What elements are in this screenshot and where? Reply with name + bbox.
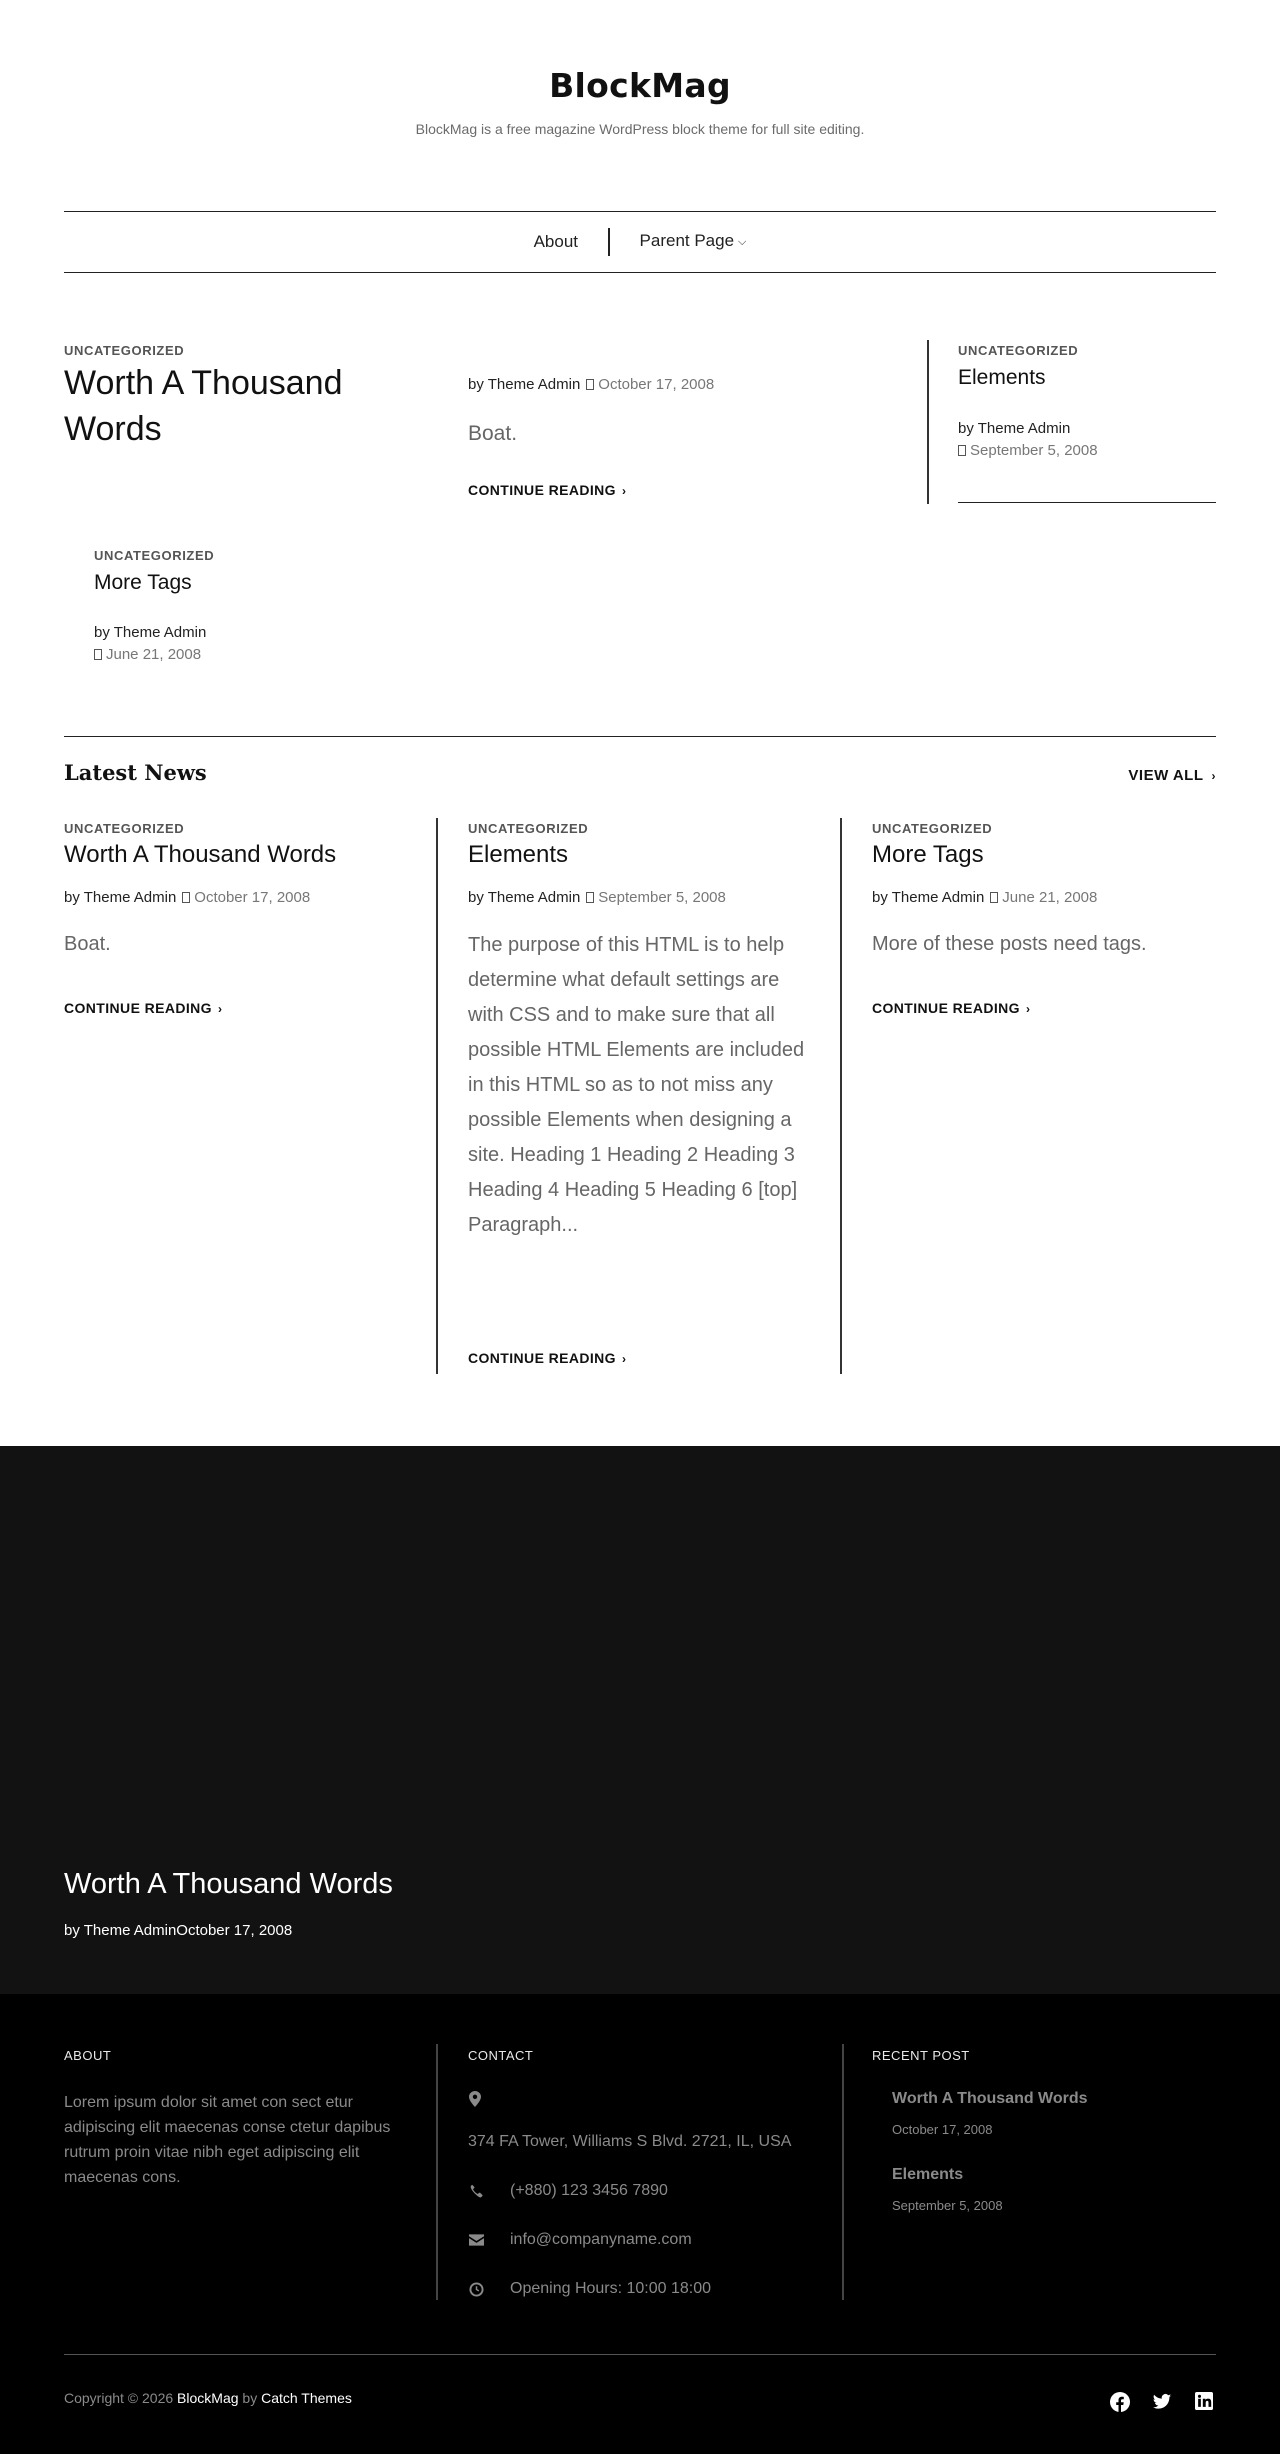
post-date: October 17, 2008 (598, 376, 715, 393)
post-meta (468, 376, 714, 393)
continue-reading-link[interactable] (468, 482, 626, 498)
chevron-right-icon: › (621, 1352, 627, 1366)
column-divider (842, 2044, 844, 2300)
recent-post-title[interactable]: Elements (892, 2166, 964, 2183)
continue-reading-label: CONTINUE READING (64, 1000, 212, 1016)
copyright-author-link[interactable]: Catch Themes (261, 2390, 352, 2406)
post-category[interactable]: UNCATEGORIZED (958, 343, 1079, 358)
linkedin-icon[interactable] (1195, 2392, 1217, 2414)
post-excerpt: The purpose of this HTML is to help determine what default settings are with CSS and to make sure that all possible HTML Elements are included in this HTML so as to not miss any possible Elements when designing a site. Heading 1 Heading 2 Heading 3 Heading 4 Heading 5 Heading 6 [top] Paragraph... (468, 934, 805, 1236)
post-category[interactable]: UNCATEGORIZED (468, 821, 589, 836)
copyright-brand-link[interactable]: BlockMag (177, 2390, 239, 2406)
calendar-icon (586, 892, 594, 903)
post-date: June 21, 2008 (1002, 889, 1098, 906)
facebook-icon[interactable] (1110, 2392, 1132, 2414)
chevron-right-icon: › (621, 484, 627, 498)
section-divider (64, 736, 1216, 737)
continue-reading-label: CONTINUE READING (872, 1000, 1020, 1016)
footer-about-text: Lorem ipsum dolor sit amet con sect etur adipiscing elit maecenas conse ctetur dapibus rutrum proin vitae nibh eget adipiscing elit maecenas cons. (64, 2094, 391, 2186)
calendar-icon (94, 649, 102, 660)
post-meta (872, 889, 1097, 906)
recent-post-title[interactable]: Worth A Thousand Words (892, 2090, 1088, 2107)
post-category[interactable]: UNCATEGORIZED (64, 821, 185, 836)
chevron-right-icon: › (1211, 769, 1216, 783)
clock-icon (469, 2282, 484, 2297)
column-divider (436, 2044, 438, 2300)
post-title[interactable]: More Tags (94, 571, 192, 594)
hero-title[interactable]: Worth A Thousand Words (64, 1868, 393, 1900)
view-all-link[interactable] (1128, 767, 1216, 784)
column-divider (840, 818, 842, 1374)
chevron-right-icon: › (217, 1002, 223, 1016)
phone-icon (469, 2184, 483, 2198)
hero-banner (0, 1446, 1280, 1994)
copyright-by: by (242, 2390, 258, 2406)
post-date: June 21, 2008 (106, 646, 202, 663)
post-title[interactable]: Worth A Thousand Words (64, 364, 343, 448)
post-meta (468, 889, 726, 906)
continue-reading-link[interactable] (468, 1350, 626, 1366)
post-excerpt: Boat. (468, 422, 518, 445)
continue-reading-link[interactable] (872, 1000, 1030, 1016)
post-excerpt: More of these posts need tags. (872, 933, 1147, 955)
footer-phone: (+880) 123 3456 7890 (510, 2182, 668, 2199)
post-category[interactable]: UNCATEGORIZED (64, 343, 185, 358)
copyright (64, 2390, 352, 2406)
nav-item-parent-page[interactable] (610, 227, 777, 257)
post-author[interactable]: by Theme Admin (94, 624, 207, 641)
post-meta (64, 889, 310, 906)
chevron-right-icon: › (1025, 1002, 1031, 1016)
continue-reading-label: CONTINUE READING (468, 1350, 616, 1366)
footer-divider (64, 2354, 1216, 2355)
site-header (0, 0, 1280, 211)
recent-post-date: October 17, 2008 (892, 2122, 993, 2137)
post-author[interactable]: by Theme Admin (958, 420, 1071, 437)
post-category[interactable]: UNCATEGORIZED (94, 548, 215, 563)
view-all-label: VIEW ALL (1128, 767, 1204, 784)
post-date: September 5, 2008 (970, 442, 1098, 459)
post-title[interactable]: More Tags (872, 841, 984, 868)
calendar-icon (586, 379, 594, 390)
footer-contact-heading: CONTACT (468, 2048, 534, 2063)
calendar-icon (990, 892, 998, 903)
site-description: BlockMag is a free magazine WordPress block theme for full site editing. (415, 121, 865, 137)
section-title: Latest News (64, 760, 207, 785)
footer-about-heading: ABOUT (64, 2048, 112, 2063)
main-navigation (64, 211, 1216, 273)
envelope-icon (469, 2234, 484, 2246)
continue-reading-label: CONTINUE READING (468, 482, 616, 498)
continue-reading-link[interactable] (64, 1000, 222, 1016)
twitter-icon[interactable] (1152, 2392, 1174, 2414)
footer-hours: Opening Hours: 10:00 18:00 (510, 2280, 712, 2297)
post-author[interactable]: by Theme Admin (468, 889, 581, 906)
footer-email-link[interactable]: info@companyname.com (510, 2231, 692, 2248)
post-author[interactable]: by Theme Admin (64, 1922, 177, 1939)
footer-recent-heading: RECENT POST (872, 2048, 970, 2063)
copyright-prefix: Copyright © 2026 (64, 2390, 174, 2406)
map-pin-icon (469, 2091, 481, 2107)
post-author[interactable]: by Theme Admin (468, 376, 581, 393)
footer-address: 374 FA Tower, Williams S Blvd. 2721, IL, USA (468, 2133, 792, 2150)
divider (958, 502, 1216, 503)
hero-meta (64, 1922, 292, 1939)
post-date-row (952, 442, 1098, 459)
post-title[interactable]: Worth A Thousand Words (64, 841, 337, 868)
column-divider (927, 340, 929, 504)
post-excerpt: Boat. (64, 933, 111, 955)
nav-item-label: Parent Page (639, 231, 735, 250)
post-date-row (88, 646, 201, 663)
post-date: October 17, 2008 (194, 889, 311, 906)
calendar-icon (182, 892, 190, 903)
recent-post-date: September 5, 2008 (892, 2198, 1003, 2213)
chevron-down-icon: ⌵ (738, 236, 747, 248)
post-title[interactable]: Elements (958, 366, 1046, 389)
column-divider (436, 818, 438, 1374)
post-title[interactable]: Elements (468, 841, 569, 868)
post-author[interactable]: by Theme Admin (64, 889, 177, 906)
nav-item-about[interactable]: About (533, 232, 579, 251)
site-footer (0, 1994, 1280, 2454)
post-author[interactable]: by Theme Admin (872, 889, 985, 906)
site-title[interactable]: BlockMag (549, 66, 731, 105)
post-category[interactable]: UNCATEGORIZED (872, 821, 993, 836)
post-date: October 17, 2008 (176, 1922, 293, 1939)
post-date: September 5, 2008 (598, 889, 726, 906)
calendar-icon (958, 445, 966, 456)
